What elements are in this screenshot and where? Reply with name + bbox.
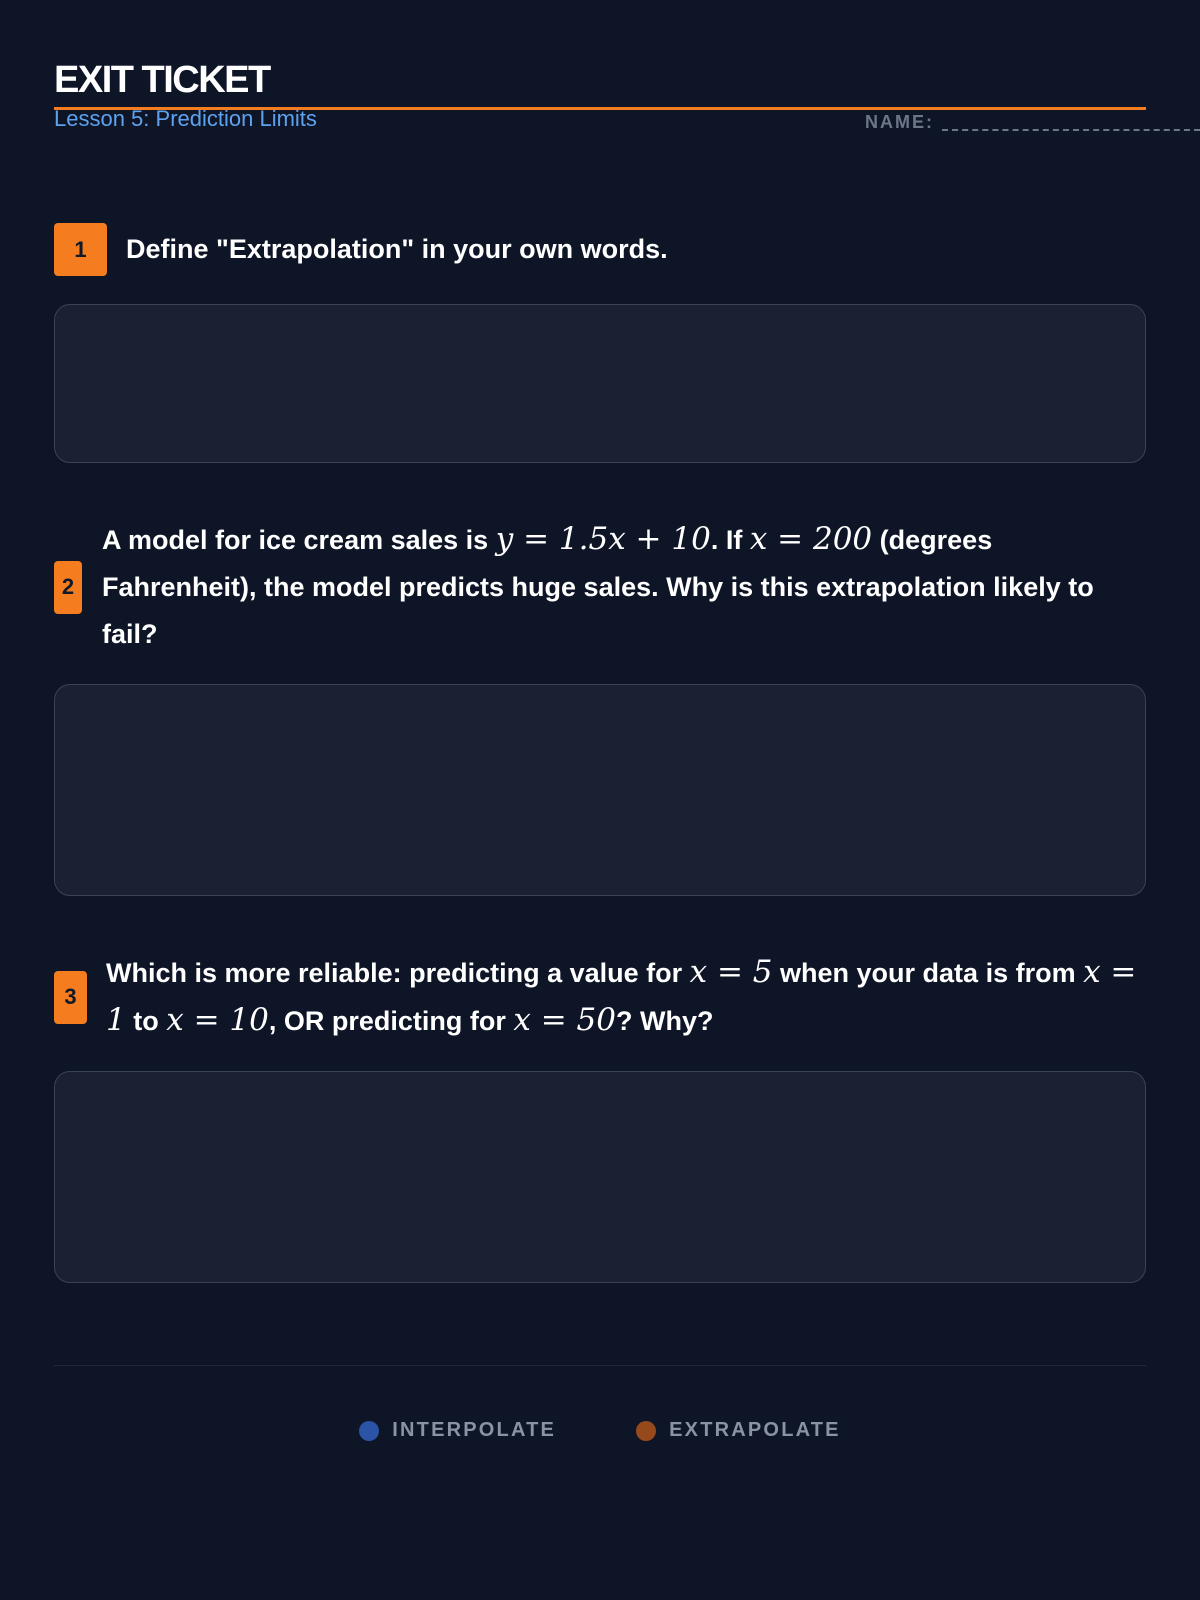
question-text-part: , OR predicting for [268, 1006, 514, 1036]
legend-label: INTERPOLATE [392, 1419, 557, 1441]
name-label: NAME: [865, 112, 934, 132]
legend-label: EXTRAPOLATE [669, 1419, 841, 1441]
lesson-subtitle: Lesson 5: Prediction Limits [54, 106, 317, 131]
question-2 [54, 516, 1146, 658]
answer-box-3[interactable] [54, 1071, 1146, 1283]
question-text-part: to [125, 1006, 167, 1036]
legend-dot-icon [636, 1421, 656, 1441]
question-number-badge: 1 [54, 223, 107, 276]
legend-item-interpolate [359, 1419, 556, 1442]
question-number-badge: 2 [54, 561, 82, 614]
name-input-line[interactable] [942, 113, 1200, 131]
answer-box-1[interactable] [54, 304, 1146, 463]
legend-item-extrapolate [636, 1419, 841, 1442]
math-expression: x = 200 [749, 521, 873, 557]
legend [0, 1419, 1200, 1442]
question-1 [54, 223, 668, 276]
question-text-part: ? Why? [616, 1006, 714, 1036]
legend-dot-icon [359, 1421, 379, 1441]
math-expression: x = 50 [513, 1002, 616, 1038]
question-number-badge: 3 [54, 971, 87, 1024]
question-text [106, 949, 1146, 1045]
question-text-part: Which is more reliable: predicting a value for [106, 958, 690, 988]
math-expression: x = 1 [106, 954, 1137, 1038]
question-text: Define "Extrapolation" in your own words. [126, 234, 668, 264]
math-expression: y = 1.5x + 10 [495, 521, 711, 557]
footer-divider [54, 1365, 1146, 1366]
answer-box-2[interactable] [54, 684, 1146, 896]
question-text-part: when your data is from [772, 958, 1084, 988]
question-text-part: A model for ice cream sales is [102, 525, 496, 555]
name-field [865, 112, 1200, 133]
page-title: EXIT TICKET [54, 59, 270, 101]
question-text-part: . If [710, 525, 750, 555]
question-3 [54, 949, 1146, 1045]
question-text [102, 516, 1146, 658]
math-expression: x = 5 [689, 954, 773, 990]
question-text-part: (degrees Fahrenheit), the model predicts huge sales. Why is this extrapolation likely to fail? [102, 525, 1094, 649]
math-expression: x = 10 [166, 1002, 269, 1038]
